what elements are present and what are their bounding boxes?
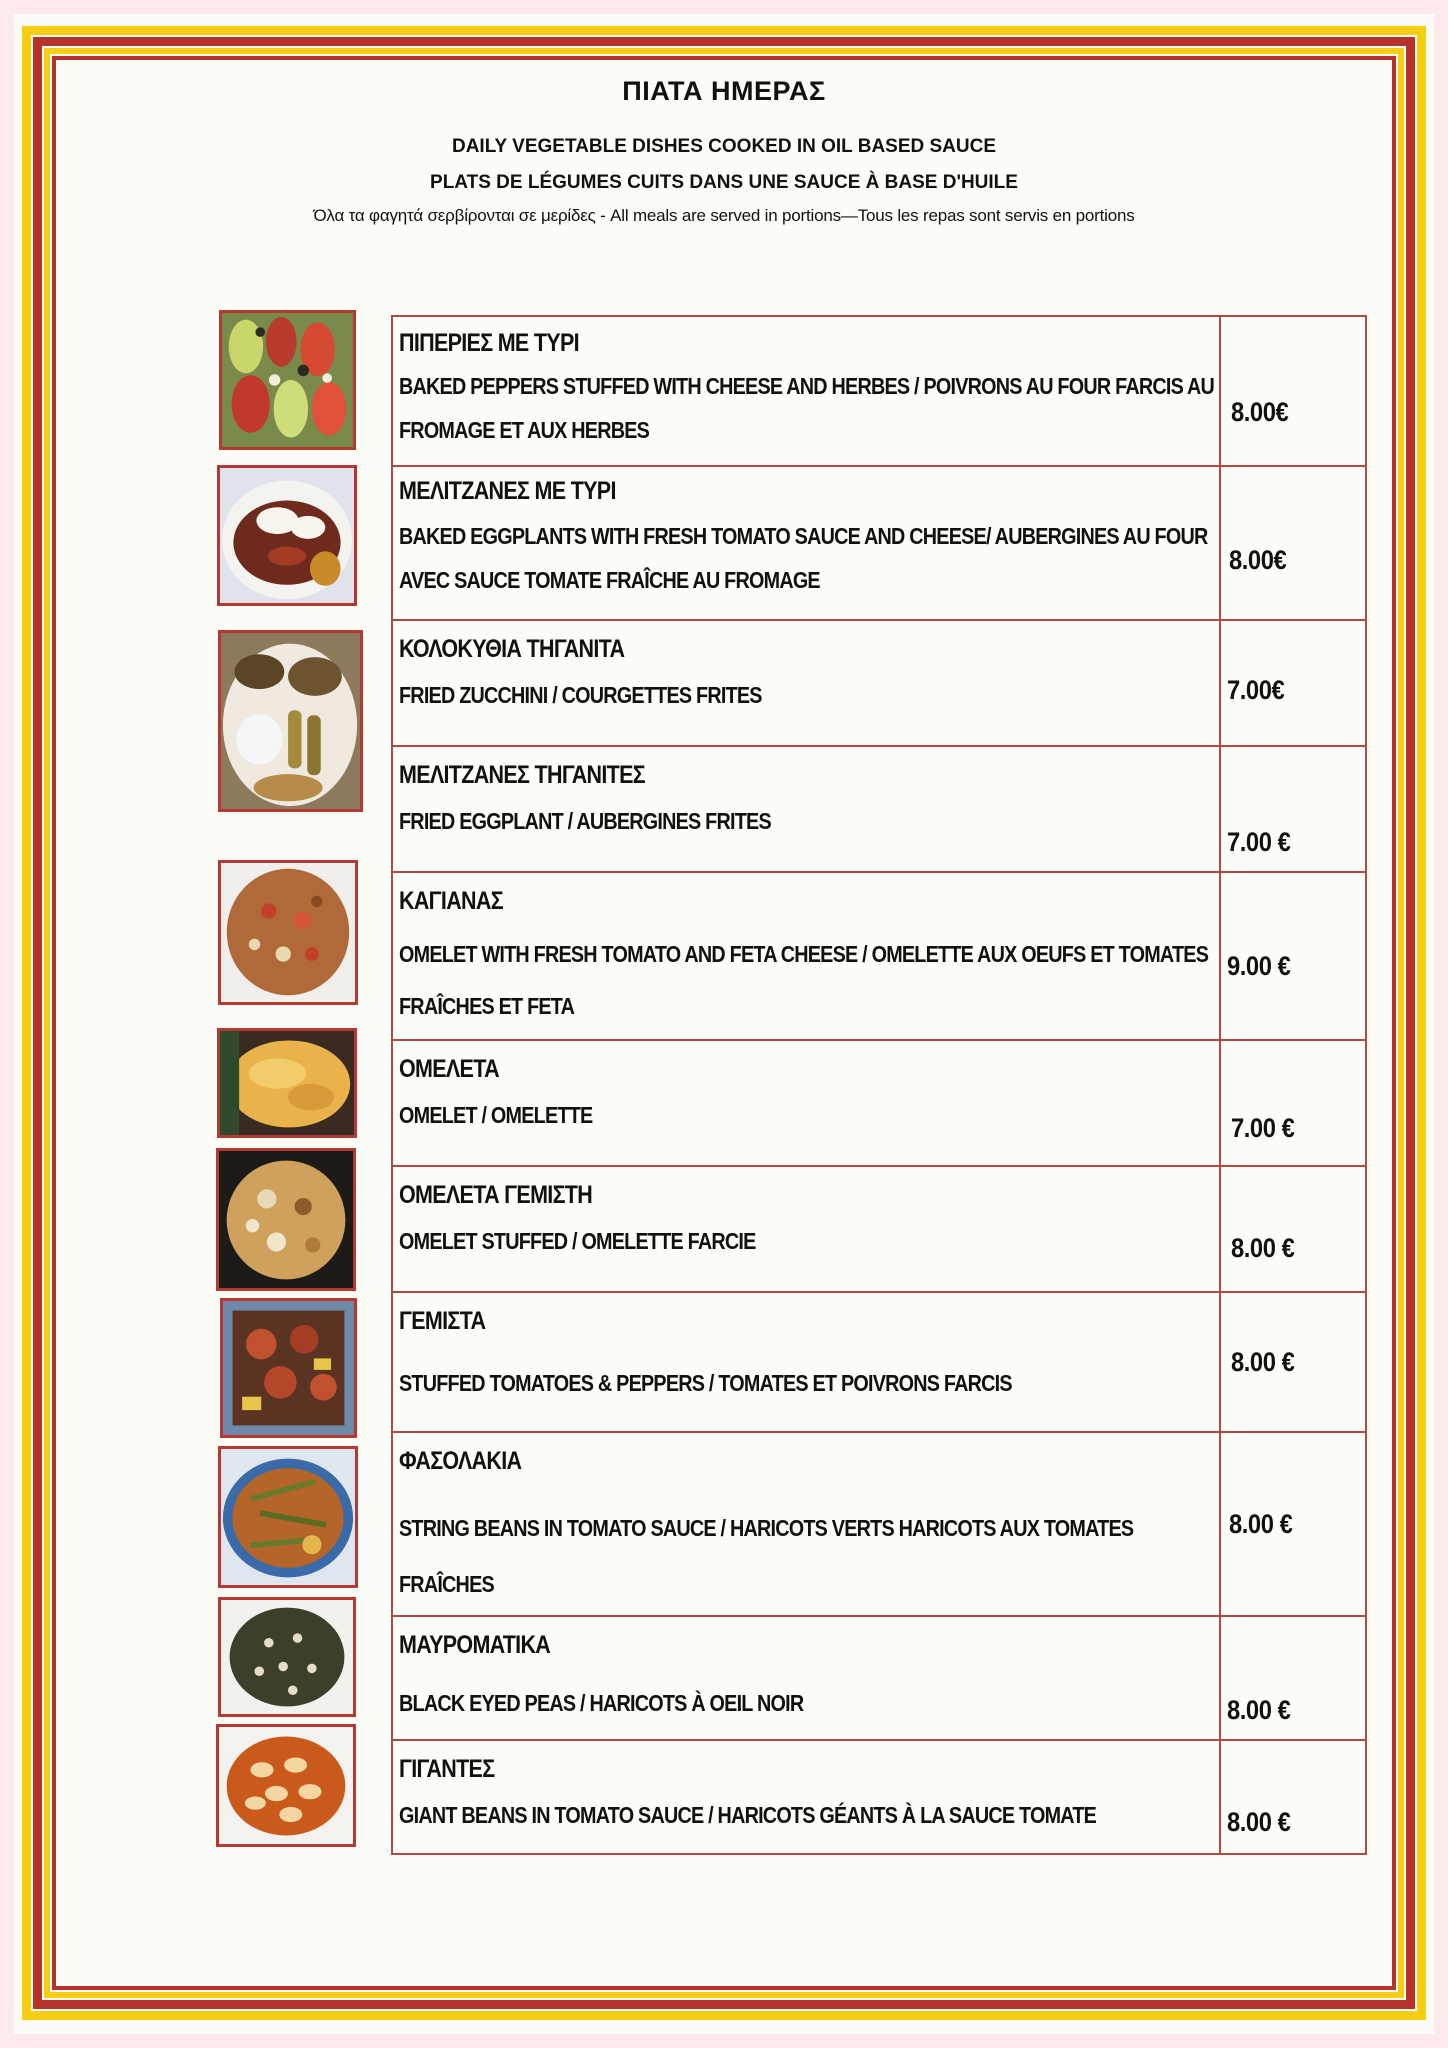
dish-name-greek: ΟΜΕΛΕΤΑ bbox=[399, 1055, 499, 1083]
baked-eggplant-photo bbox=[217, 465, 357, 606]
dish-description: FRIED EGGPLANT / AUBERGINES FRITES bbox=[399, 808, 771, 834]
dish-price: 7.00 € bbox=[1231, 1113, 1295, 1143]
menu-row bbox=[393, 317, 1365, 467]
string-beans-photo bbox=[218, 1446, 358, 1588]
kagianas-photo bbox=[218, 860, 358, 1005]
dish-description: OMELET STUFFED / OMELETTE FARCIE bbox=[399, 1228, 756, 1254]
stuffed-omelet-photo bbox=[216, 1148, 356, 1291]
menu-row bbox=[393, 1617, 1365, 1741]
stuffed-peppers-photo bbox=[219, 310, 356, 450]
dish-price: 8.00 € bbox=[1227, 1695, 1291, 1725]
dish-cell bbox=[393, 317, 1221, 465]
dish-description: BLACK EYED PEAS / HARICOTS À OEIL NOIR bbox=[399, 1690, 804, 1716]
dish-cell bbox=[393, 621, 1221, 745]
menu-row bbox=[393, 1293, 1365, 1433]
omelet-photo bbox=[217, 1028, 357, 1138]
dish-cell bbox=[393, 1041, 1221, 1165]
dish-cell bbox=[393, 1167, 1221, 1291]
dish-price: 8.00 € bbox=[1229, 1509, 1293, 1539]
dish-price: 8.00 € bbox=[1227, 1807, 1291, 1837]
dish-description: OMELET / OMELETTE bbox=[399, 1102, 593, 1128]
dish-cell bbox=[393, 747, 1221, 871]
menu-row bbox=[393, 873, 1365, 1041]
dish-description: GIANT BEANS IN TOMATO SAUCE / HARICOTS GÉANTS À LA SAUCE TOMATE bbox=[399, 1802, 1097, 1828]
menu-row bbox=[393, 621, 1365, 747]
dish-name-greek: ΚΑΓΙΑΝΑΣ bbox=[399, 887, 503, 915]
gemista-photo bbox=[220, 1298, 357, 1438]
dish-price: 8.00€ bbox=[1231, 397, 1289, 427]
dish-name-greek: ΜΑΥΡΟΜΑΤΙΚΑ bbox=[399, 1631, 551, 1659]
dish-price: 8.00 € bbox=[1231, 1347, 1295, 1377]
price-cell bbox=[1223, 1617, 1365, 1739]
dish-name-greek: ΟΜΕΛΕΤΑ ΓΕΜΙΣΤΗ bbox=[399, 1181, 593, 1209]
subtitle-french: PLATS DE LÉGUMES CUITS DANS UNE SAUCE À BASE D'HUILE bbox=[430, 172, 1018, 193]
dish-name-greek: ΓΙΓΑΝΤΕΣ bbox=[399, 1755, 495, 1783]
price-cell bbox=[1223, 1041, 1365, 1165]
price-cell bbox=[1223, 621, 1365, 745]
price-cell bbox=[1223, 1433, 1365, 1615]
dish-price: 7.00 € bbox=[1227, 827, 1291, 857]
price-cell bbox=[1223, 1293, 1365, 1431]
dish-price: 9.00 € bbox=[1227, 951, 1291, 981]
giant-beans-photo bbox=[216, 1724, 356, 1847]
page-title: ΠΙΑΤΑ ΗΜΕΡΑΣ bbox=[622, 76, 826, 106]
black-eyed-peas-photo bbox=[218, 1597, 356, 1717]
menu-row bbox=[393, 1741, 1365, 1853]
menu-row bbox=[393, 1041, 1365, 1167]
menu-table bbox=[391, 315, 1367, 1855]
dish-name-greek: ΜΕΛΙΤΖΑΝΕΣ ΤΗΓΑΝΙΤΕΣ bbox=[399, 761, 645, 789]
menu-row bbox=[393, 1433, 1365, 1617]
dish-name-greek: ΠΙΠΕΡΙΕΣ ΜΕ ΤΥΡΙ bbox=[399, 329, 579, 357]
menu-row bbox=[393, 467, 1365, 621]
price-cell bbox=[1223, 1167, 1365, 1291]
price-cell bbox=[1223, 317, 1365, 465]
dish-description: FRIED ZUCCHINI / COURGETTES FRITES bbox=[399, 682, 762, 708]
price-cell bbox=[1223, 1741, 1365, 1853]
dish-name-greek: ΓΕΜΙΣΤΑ bbox=[399, 1307, 486, 1335]
dish-cell bbox=[393, 873, 1221, 1039]
dish-cell bbox=[393, 1741, 1221, 1853]
dish-price: 8.00€ bbox=[1229, 545, 1287, 575]
portions-note: Όλα τα φαγητά σερβίρονται σε μερίδες - All meals are served in portions—Tous les repas sont servis en portions bbox=[313, 206, 1135, 225]
dish-description: BAKED EGGPLANTS WITH FRESH TOMATO SAUCE AND CHEESE/ AUBERGINES AU FOUR AVEC SAUCE TOMATE FRAÎCHE AU FROMAGE bbox=[399, 523, 1208, 593]
dish-name-greek: ΜΕΛΙΤΖΑΝΕΣ ΜΕ ΤΥΡΙ bbox=[399, 477, 616, 505]
price-cell bbox=[1223, 873, 1365, 1039]
dish-description: STUFFED TOMATOES & PEPPERS / TOMATES ET POIVRONS FARCIS bbox=[399, 1370, 1012, 1396]
dish-price: 8.00 € bbox=[1231, 1233, 1295, 1263]
price-cell bbox=[1223, 747, 1365, 871]
dish-price: 7.00€ bbox=[1227, 675, 1285, 705]
dish-description: OMELET WITH FRESH TOMATO AND FETA CHEESE / OMELETTE AUX OEUFS ET TOMATES FRAÎCHES ET FETA bbox=[399, 941, 1209, 1019]
dish-name-greek: ΚΟΛΟΚΥΘΙΑ ΤΗΓΑΝΙΤΑ bbox=[399, 635, 625, 663]
fried-zucchini-photo bbox=[218, 630, 363, 812]
menu-row bbox=[393, 1167, 1365, 1293]
price-cell bbox=[1223, 467, 1365, 619]
dish-cell bbox=[393, 1617, 1221, 1739]
subtitle-english: DAILY VEGETABLE DISHES COOKED IN OIL BASED SAUCE bbox=[451, 136, 997, 157]
dish-cell bbox=[393, 467, 1221, 619]
dish-name-greek: ΦΑΣΟΛΑΚΙΑ bbox=[399, 1447, 522, 1475]
dish-cell bbox=[393, 1433, 1221, 1615]
dish-description: STRING BEANS IN TOMATO SAUCE / HARICOTS VERTS HARICOTS AUX TOMATES FRAÎCHES bbox=[399, 1515, 1134, 1597]
dish-description: BAKED PEPPERS STUFFED WITH CHEESE AND HERBES / POIVRONS AU FOUR FARCIS AU FROMAGE ET AUX HERBES bbox=[399, 373, 1214, 443]
menu-row bbox=[393, 747, 1365, 873]
dish-cell bbox=[393, 1293, 1221, 1431]
